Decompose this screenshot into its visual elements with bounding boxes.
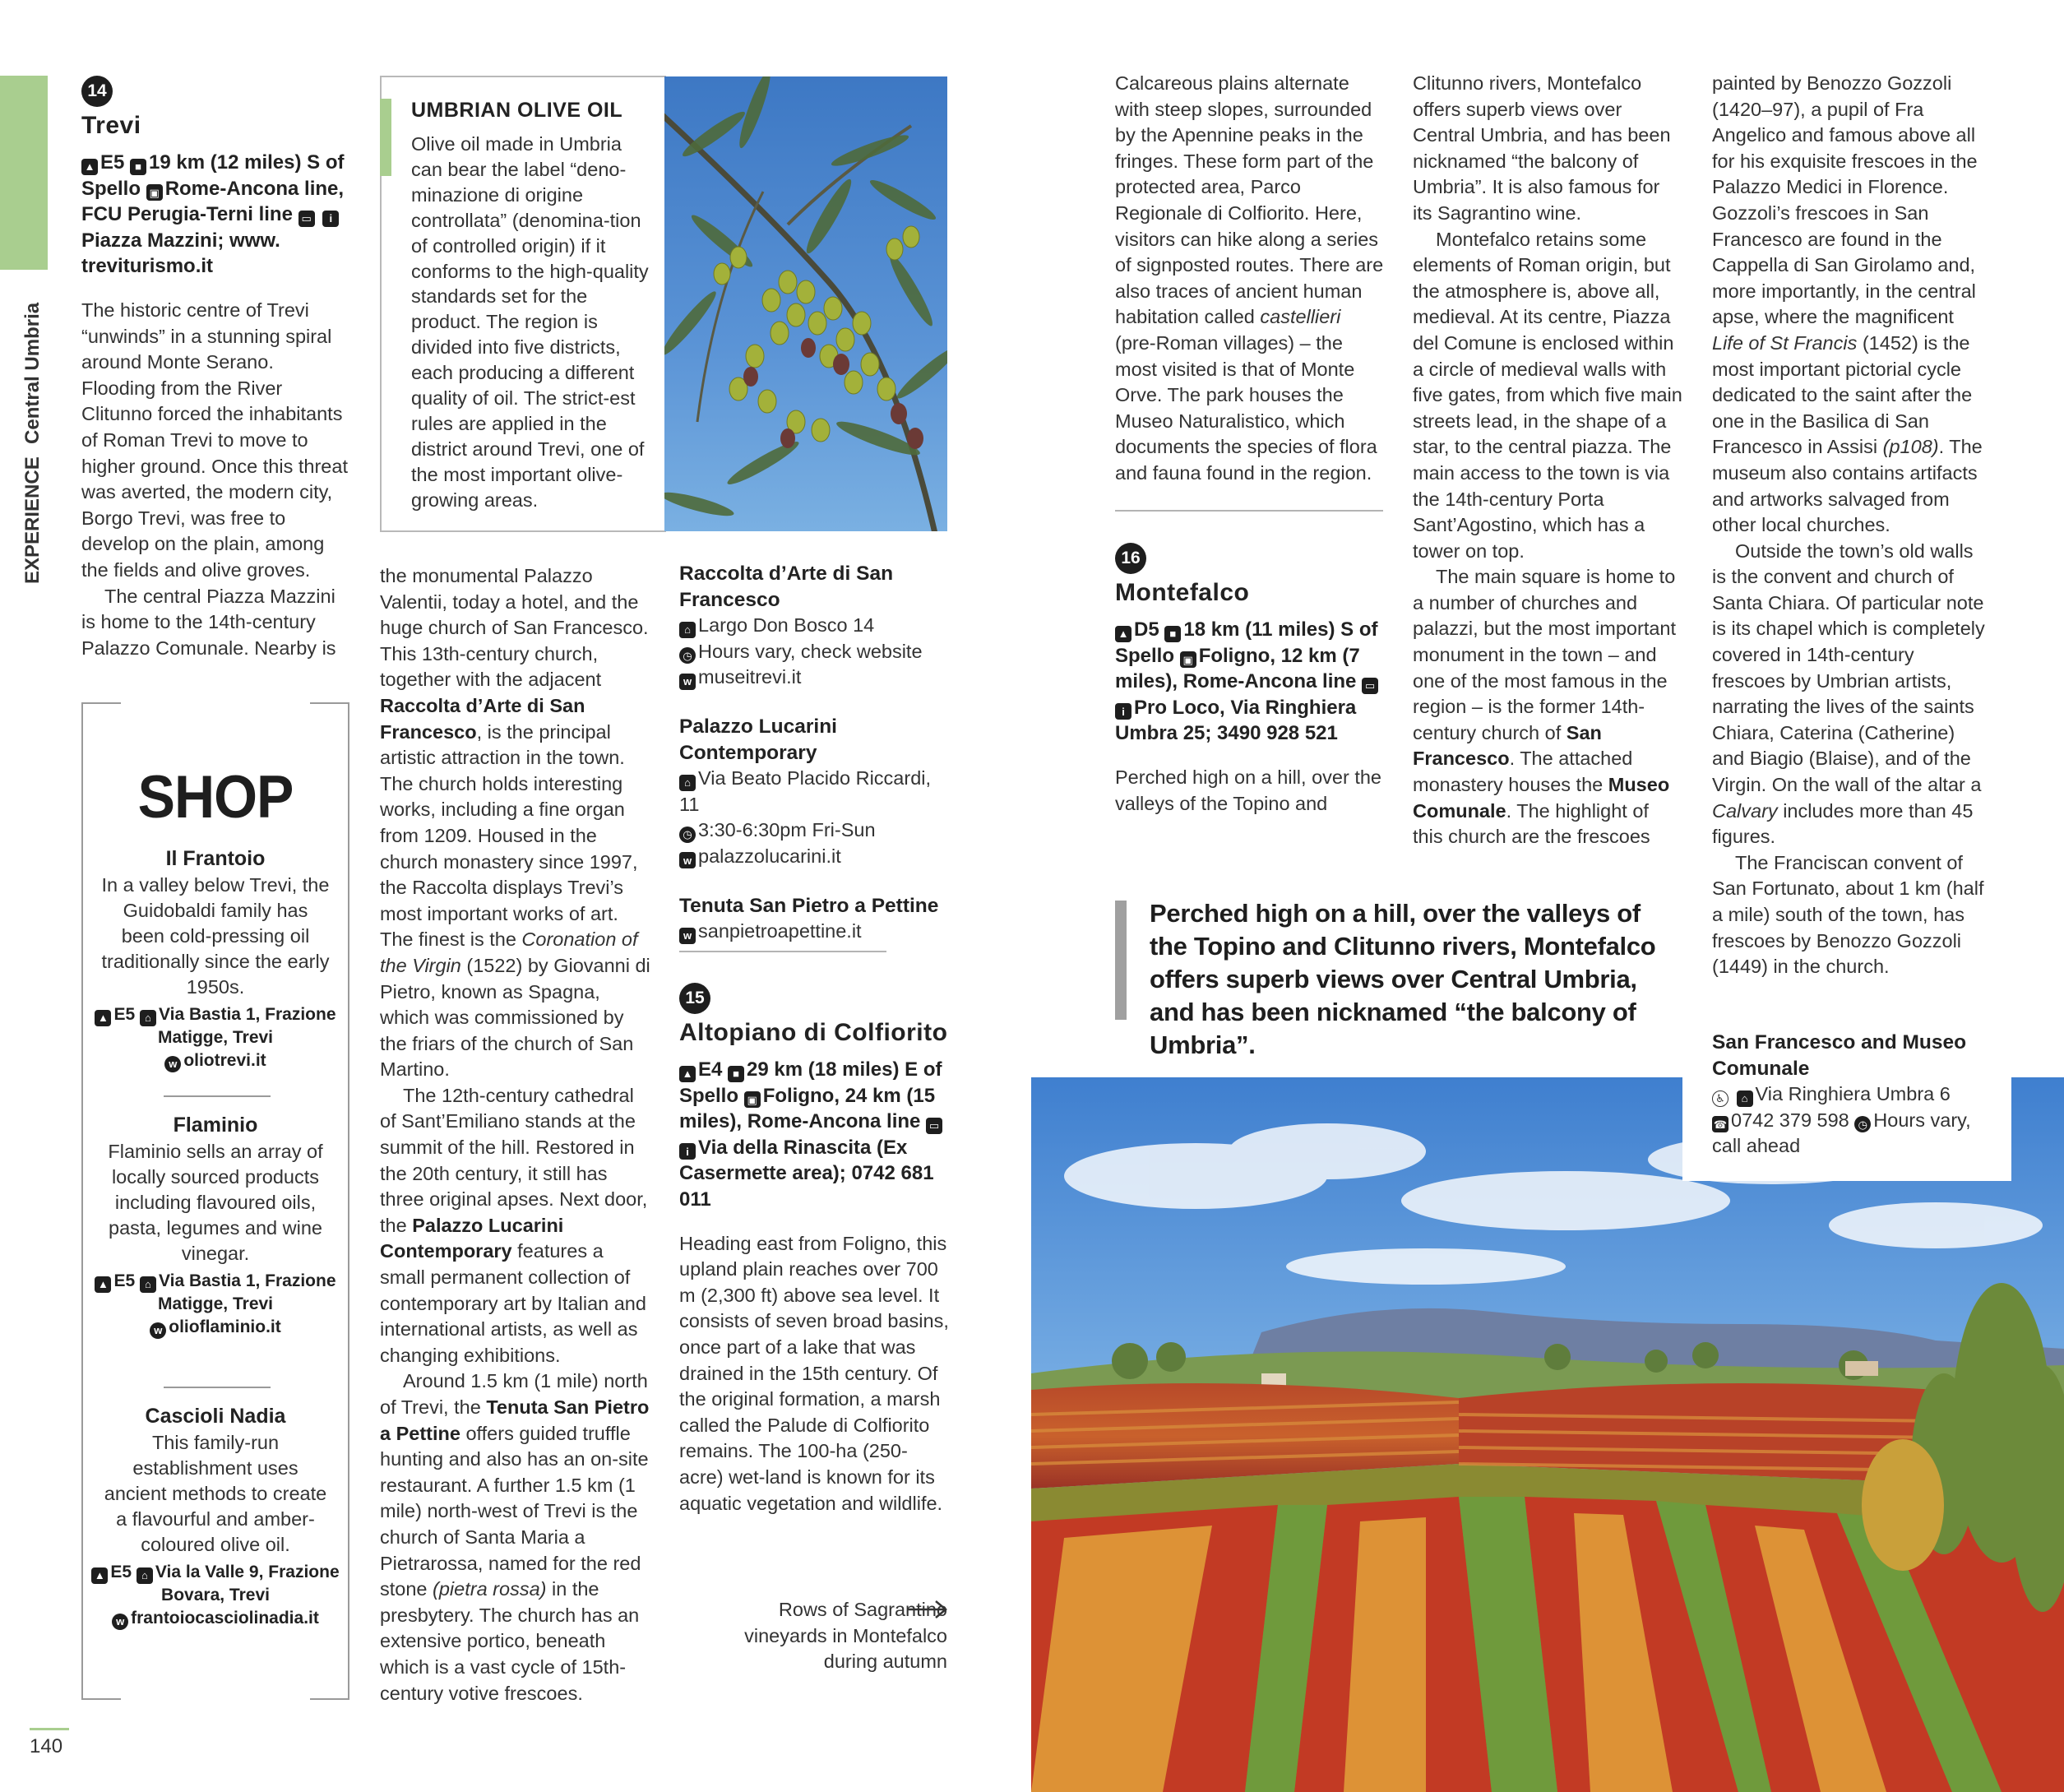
page-number: 140 (30, 1735, 63, 1757)
montefalco-entry (1115, 543, 1386, 817)
section-label: EXPERIENCE Central Umbria (21, 302, 44, 584)
sight-item (679, 893, 951, 945)
train-icon: ▣ (1180, 651, 1196, 668)
shop-name: Flaminio (173, 1114, 258, 1137)
clock-icon: ◷ (679, 647, 696, 664)
paragraph: the monumental Palazzo Valentii, today a hotel, and the huge church of San Francesco. This 13th-century church, together with the adjacent Raccolta d’Arte di San Francesco, is the principal artistic attraction in the town. The church holds interesting works, including a fine organ from 1209. Housed in the church monastery since 1997, the Raccolta displays Trevi’s most important works of art. The finest is the Coronation of the Virgin (1522) by Giovanni di Pietro, known as Spagna, which was commissioned by the friars of the church of San Martino. (380, 565, 650, 1081)
sight-address: ⌂ Via Beato Placido Riccardi, 11 (679, 767, 932, 815)
box-title: UMBRIAN OLIVE OIL (411, 99, 623, 122)
trevi-entry (81, 76, 353, 661)
divider (1115, 510, 1383, 512)
shop-item (83, 845, 348, 1072)
web-icon: w (150, 1322, 166, 1339)
web-icon: w (679, 674, 696, 690)
sight-web: w sanpietroapettine.it (679, 919, 951, 945)
colfiorito-entry (679, 983, 951, 1516)
sight-listings (679, 561, 951, 945)
web-icon: w (164, 1056, 181, 1072)
shop-description: In a valley below Trevi, the Guidobaldi family has been cold-pressing oil traditionally since the early 1950s. (101, 874, 330, 998)
colfiorito-continued (1115, 71, 1386, 487)
info-icon: i (322, 211, 339, 227)
paragraph: The 12th-century cathedral of Sant’Emiliano stands at the summit of the hill. Restored in the 20th century, it still has three original apses. Next door, the Palazzo Lucarini Contemporary features a small permanent collection of contemporary art by Italian and international artists, as well as changing exhibitions. (380, 1084, 648, 1366)
address-icon: ⌂ (1737, 1090, 1753, 1107)
vineyard-photo (1031, 1077, 2064, 1792)
shop-info: ▲ E5 ⌂ Via la Valle 9, Frazione Bovara, Trevi w frantoiocasciolinadia.it (83, 1561, 348, 1630)
map-icon: ▲ (81, 159, 98, 175)
paragraph: Montefalco retains some elements of Roman origin, but the atmosphere is, above all, medieval. At its centre, Piazza del Comune is enclosed within a circle of medieval walls with five gates, from which five main streets lead, in the shape of a star, to the central piazza. The main access to the town is via the 14th-century Porta Sant’Agostino, which has a tower on top. (1413, 228, 1682, 562)
box-corner (310, 702, 349, 704)
clock-icon: ◷ (1854, 1116, 1871, 1132)
wheelchair-icon: ♿ (1712, 1090, 1728, 1107)
paragraph: Perched high on a hill, over the valleys of the Topino and (1115, 766, 1381, 814)
map-icon: ▲ (91, 1567, 108, 1584)
photo-caption: Rows of Sagrantino vineyards in Montefalco during autumn (744, 1599, 947, 1673)
sight-item (679, 714, 951, 870)
shop-description: Flaminio sells an array of locally sourced products including flavoured oils, pasta, legumes and wine vinegar. (108, 1141, 323, 1264)
paragraph: Clitunno rivers, Montefalco offers superb views over Central Umbria, and has been nicknamed “the balcony of Umbria”. It is also famous for its Sagrantino wine. (1413, 72, 1671, 224)
address-icon: ⌂ (679, 775, 696, 791)
address-icon: ⌂ (140, 1276, 156, 1293)
divider (164, 1095, 271, 1097)
bus-icon: ▭ (1362, 678, 1378, 694)
vineyard-photo-graphic (1031, 1077, 2064, 1792)
map-icon: ▲ (679, 1066, 696, 1082)
box-corner (310, 1698, 349, 1700)
entry-number: 14 (81, 76, 113, 107)
info-icon: i (679, 1143, 696, 1160)
shop-item (83, 1403, 348, 1630)
paragraph: Outside the town’s old walls is the convent and church of Santa Chiara. Of particular note is its chapel which is completely covered in 14th-century frescoes by Umbrian artists, narrating the lives of the saints Chiara, Caterina (Catherine) and Biagio (Blaise), and of the Virgin. On the wall of the altar a Calvary includes more than 45 figures. (1712, 539, 1985, 848)
olive-photo-graphic (664, 76, 947, 531)
shop-info: ▲ E5 ⌂ Via Bastia 1, Frazione Matigge, Trevi w oliotrevi.it (83, 1003, 348, 1072)
shop-info: ▲ E5 ⌂ Via Bastia 1, Frazione Matigge, Trevi w olioflaminio.it (83, 1270, 348, 1339)
page-number-bar (30, 1728, 69, 1730)
box-corner (81, 702, 121, 704)
olive-oil-box (380, 76, 666, 532)
phone-icon: ☎ (1712, 1116, 1728, 1132)
map-icon: ▲ (95, 1010, 111, 1026)
web-icon: w (112, 1614, 128, 1630)
address-icon: ⌂ (137, 1567, 153, 1584)
paragraph: The central Piazza Mazzini is home to the 14th-century Palazzo Comunale. Nearby is (81, 585, 336, 659)
entry-info: ▲ E4 ■ 29 km (18 miles) E of Spello ▣ Foligno, 24 km (15 miles), Rome-Ancona line ▭ i Via della Rinascita (Ex Casermette area); 0742 681 011 (679, 1058, 942, 1211)
sight-name: San Francesco and Museo Comunale (1712, 1031, 1967, 1080)
address-icon: ⌂ (679, 622, 696, 638)
entry-title: Montefalco (1115, 579, 1250, 606)
shop-item (83, 1112, 348, 1339)
car-icon: ■ (130, 159, 146, 175)
map-icon: ▲ (95, 1276, 111, 1293)
paragraph: The historic centre of Trevi “unwinds” in a stunning spiral around Monte Serano. Flooding from the River Clitunno forced the inhabitants of Roman Trevi to move to higher ground. Once this threat was averted, the modern city, Borgo Trevi, was free to develop on the plain, among the fields and olive groves. (81, 299, 348, 581)
bus-icon: ▭ (926, 1118, 942, 1134)
sight-hours: ◷ 3:30-6:30pm Fri-Sun (679, 817, 951, 844)
section-tab (0, 76, 48, 270)
paragraph: Around 1.5 km (1 mile) north of Trevi, the Tenuta San Pietro a Pettine offers guided truffle hunting and also has an on-site restaurant. A further 1.5 km (1 mile) north-west of Trevi is the church of Santa Maria a Pietrarossa, named for the red stone (pietra rossa) in the presbytery. The church has an extensive portico, beneath which is a vast cycle of 15th-century votive frescoes. (380, 1370, 650, 1704)
paragraph: Calcareous plains alternate with steep slopes, surrounded by the Apennine peaks in the fringes. These form part of the protected area, Parco Regionale di Colfiorito. Here, visitors can hike along a series of signposted routes. There are also traces of ancient human habitation called castellieri (pre-Roman villages) – the most visited is that of Monte Orve. The park houses the Museo Naturalistico, which documents the species of flora and fauna found in the region. (1115, 72, 1384, 484)
sight-web: w palazzolucarini.it (679, 844, 951, 870)
bus-icon: ▭ (298, 211, 315, 227)
pull-quote (1115, 899, 1674, 1059)
entry-number: 15 (679, 983, 710, 1014)
montefalco-continued-2 (1712, 71, 1988, 980)
paragraph: Heading east from Foligno, this upland plain reaches over 700 m (2,300 ft) above sea level. It consists of seven broad basins, once part of a lake that was drained in the 15th century. Of the original formation, a marsh called the Palude di Colfiorito remains. The 100-ha (250-acre) wet-land is known for its aquatic vegetation and wildlife. (679, 1232, 949, 1514)
shop-name: Il Frantoio (165, 847, 266, 870)
car-icon: ■ (1164, 626, 1181, 642)
olive-branch-photo (664, 76, 947, 531)
shop-heading: SHOP (137, 762, 294, 831)
sight-name: Tenuta San Pietro a Pettine (679, 894, 939, 917)
web-icon: w (679, 852, 696, 868)
sight-item (679, 561, 951, 691)
divider (164, 1387, 271, 1388)
train-icon: ▣ (744, 1091, 761, 1108)
shop-box (81, 702, 349, 1700)
sight-info-box (1682, 1020, 2011, 1181)
entry-info: ▲ E5 ■ 19 km (12 miles) S of Spello ▣ Rome-Ancona line, FCU Perugia-Terni line ▭ iPiazza Mazzini; www. treviturismo.it (81, 151, 345, 278)
shop-name: Cascioli Nadia (145, 1405, 286, 1428)
box-corner (81, 1698, 121, 1700)
shop-description: This family-run establishment uses ancient methods to create a flavourful and amber-coloured olive oil. (104, 1432, 327, 1555)
map-icon: ▲ (1115, 626, 1131, 642)
entry-title: Altopiano di Colfiorito (679, 1019, 948, 1046)
sight-address: ⌂ Largo Don Bosco 14 (679, 613, 951, 639)
sight-contact: ☎ 0742 379 598 ◷ Hours vary, call ahead (1712, 1109, 1971, 1157)
sight-name: Raccolta d’Arte di San Francesco (679, 563, 894, 611)
entry-title: Trevi (81, 112, 141, 139)
paragraph: The Franciscan convent of San Fortunato, about 1 km (half a mile) south of the town, has frescoes by Benozzo Gozzoli (1449) in the church. (1712, 851, 1984, 978)
entry-number: 16 (1115, 543, 1146, 574)
address-icon: ⌂ (140, 1010, 156, 1026)
sight-address: ♿ ⌂ Via Ringhiera Umbra 6 (1712, 1081, 2000, 1108)
paragraph: painted by Benozzo Gozzoli (1420–97), a pupil of Fra Angelico and famous above all for his exquisite frescoes in the Palazzo Medici in Florence. Gozzoli’s frescoes in San Francesco are found in the Cappella di San Girolamo and, more importantly, in the central apse, where the magnificent Life of St Francis (1452) is the most important pictorial cycle dedicated to the saint after the one in the Basilica di San Francesco in Assisi (p108). The museum also contains artifacts and artworks salvaged from other local churches. (1712, 72, 1983, 536)
info-icon: i (1115, 703, 1131, 720)
clock-icon: ◷ (679, 827, 696, 843)
box-accent (380, 99, 391, 176)
trevi-continued (380, 563, 651, 1706)
pull-quote-bar (1115, 901, 1127, 1020)
sight-web: w museitrevi.it (679, 664, 951, 691)
entry-info: ▲ D5 ■ 18 km (11 miles) S of Spello ▣ Foligno, 12 km (7 miles), Rome-Ancona line ▭ i Pro Loco, Via Ringhiera Umbra 25; 3490 928 521 (1115, 618, 1378, 745)
sight-name: Palazzo Lucarini Contemporary (679, 715, 837, 764)
paragraph: The main square is home to a number of churches and palazzi, but the most important monument in the town – and one of the most famous in the region – is the former 14th-century church of San Francesco. The attached monastery houses the Museo Comunale. The highlight of this church are the frescoes (1413, 566, 1677, 848)
train-icon: ▣ (146, 184, 163, 201)
divider (679, 951, 886, 952)
pull-quote-text: Perched high on a hill, over the valleys of the Topino and Clitunno rivers, Montefalco offers superb views over Central Umbria, and has been nicknamed “the balcony of Umbria”. (1150, 899, 1656, 1059)
car-icon: ■ (728, 1066, 744, 1082)
box-text: Olive oil made in Umbria can bear the label “deno-minazione di origine controllata” (denomina-tion of controlled origin) if it conforms to the high-quality standards set for the product. The region is divided into five districts, each producing a different quality of oil. The strict-est rules are applied in the district around Trevi, one of the most important olive-growing areas. (411, 133, 649, 511)
web-icon: w (679, 928, 696, 944)
sight-hours: ◷ Hours vary, check website (679, 639, 951, 665)
montefalco-continued (1413, 71, 1684, 850)
